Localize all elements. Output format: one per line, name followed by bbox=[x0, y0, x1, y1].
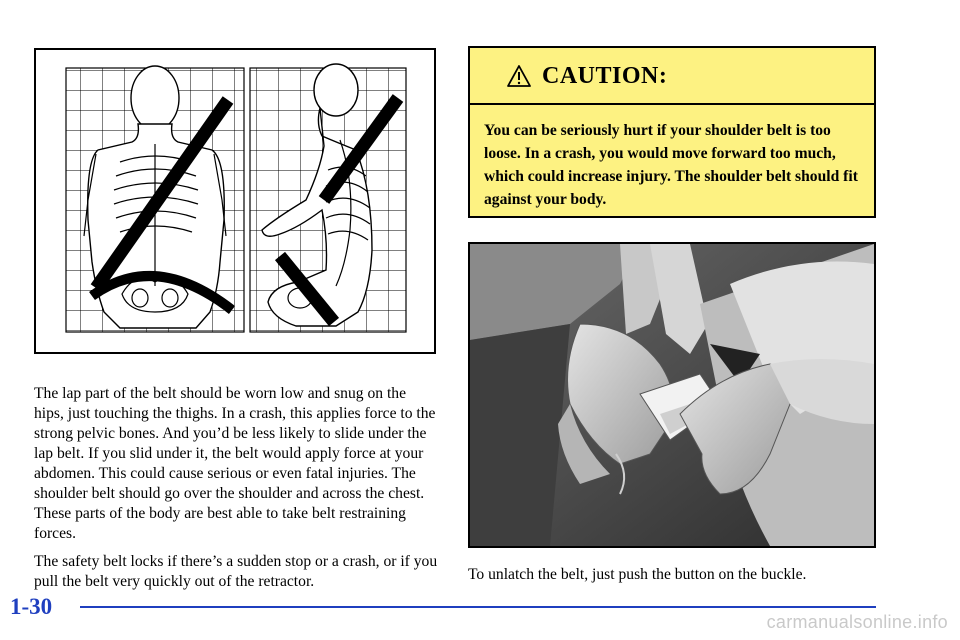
photo-caption: To unlatch the belt, just push the button on the buckle. bbox=[468, 566, 807, 583]
warning-triangle-icon bbox=[506, 64, 532, 88]
page-number: 1-30 bbox=[10, 594, 53, 619]
caution-box bbox=[468, 46, 876, 218]
paragraph-1-text: The lap part of the belt should be worn low and snug on the hips, just touching the thighs. In a crash, this applies force to the strong pelvic bones. And you’d be less likely to slide under the lap belt. If you slid under it, the belt would apply force at your abdomen. This could cause serious or even fatal injuries. The shoulder belt should go over the shoulder and across the chest. These parts of the body are best able to take belt restraining forces. bbox=[34, 385, 436, 542]
buckle-photo bbox=[468, 242, 876, 548]
caution-header bbox=[470, 48, 874, 105]
caution-title: CAUTION: bbox=[542, 63, 668, 89]
watermark: carmanualsonline.info bbox=[766, 612, 948, 632]
lap-belt-paragraph bbox=[34, 384, 438, 544]
caution-body-text: You can be seriously hurt if your shoulder belt is too loose. In a crash, you would move forward too much, which could increase injury. The shoulder belt should fit against your body. bbox=[484, 122, 858, 208]
belt-lock-paragraph bbox=[34, 552, 438, 592]
skeleton-belt-illustration bbox=[34, 48, 436, 354]
paragraph-2-text: The safety belt locks if there’s a sudden stop or a crash, or if you pull the belt very quickly out of the retractor. bbox=[34, 553, 438, 590]
footer-rule bbox=[80, 606, 876, 608]
